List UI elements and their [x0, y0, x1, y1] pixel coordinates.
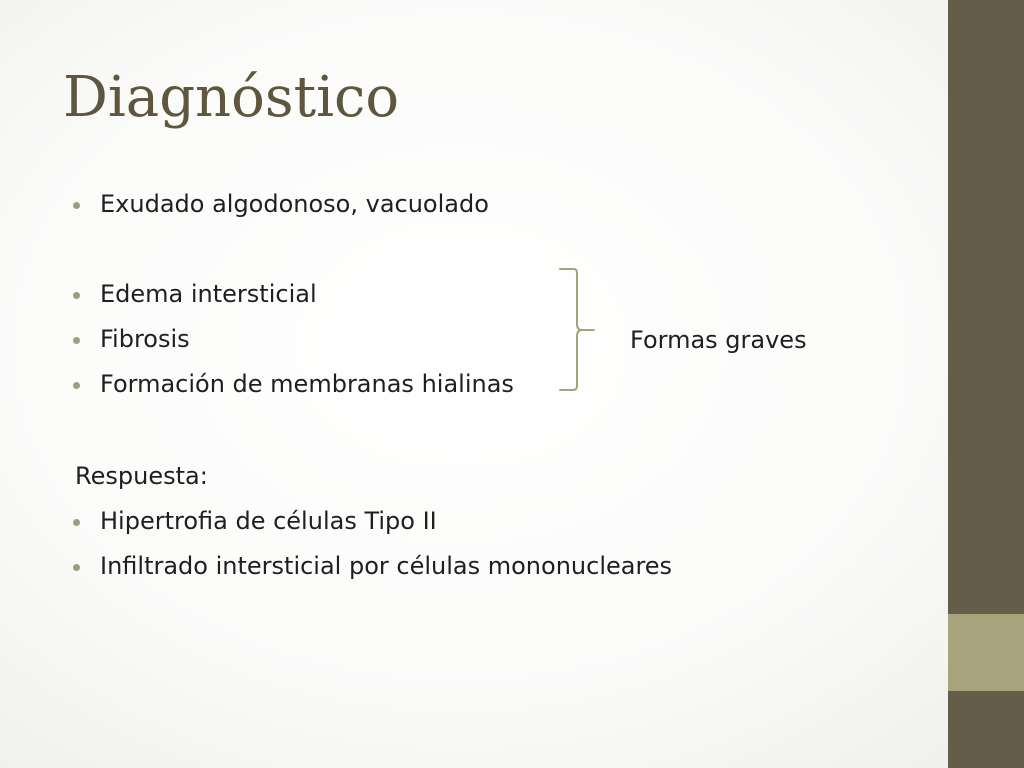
bullet-membranas: Formación de membranas hialinas	[100, 370, 514, 398]
right-brace-icon	[558, 266, 598, 394]
side-accent-block	[948, 614, 1024, 691]
bullet-marker	[73, 382, 80, 389]
bullet-marker	[73, 292, 80, 299]
bullet-fibrosis: Fibrosis	[100, 325, 190, 353]
response-heading: Respuesta:	[75, 462, 208, 490]
slide-title: Diagnóstico	[63, 65, 400, 130]
bullet-hipertrofia: Hipertrofia de células Tipo II	[100, 507, 437, 535]
bullet-marker	[73, 564, 80, 571]
bullet-marker	[73, 519, 80, 526]
bullet-exudado: Exudado algodonoso, vacuolado	[100, 190, 489, 218]
bullet-edema: Edema intersticial	[100, 280, 317, 308]
bullet-infiltrado: Infiltrado intersticial por células mononucleares	[100, 552, 673, 580]
bullet-marker	[73, 202, 80, 209]
formas-graves-label: Formas graves	[630, 326, 807, 354]
bullet-marker	[73, 337, 80, 344]
